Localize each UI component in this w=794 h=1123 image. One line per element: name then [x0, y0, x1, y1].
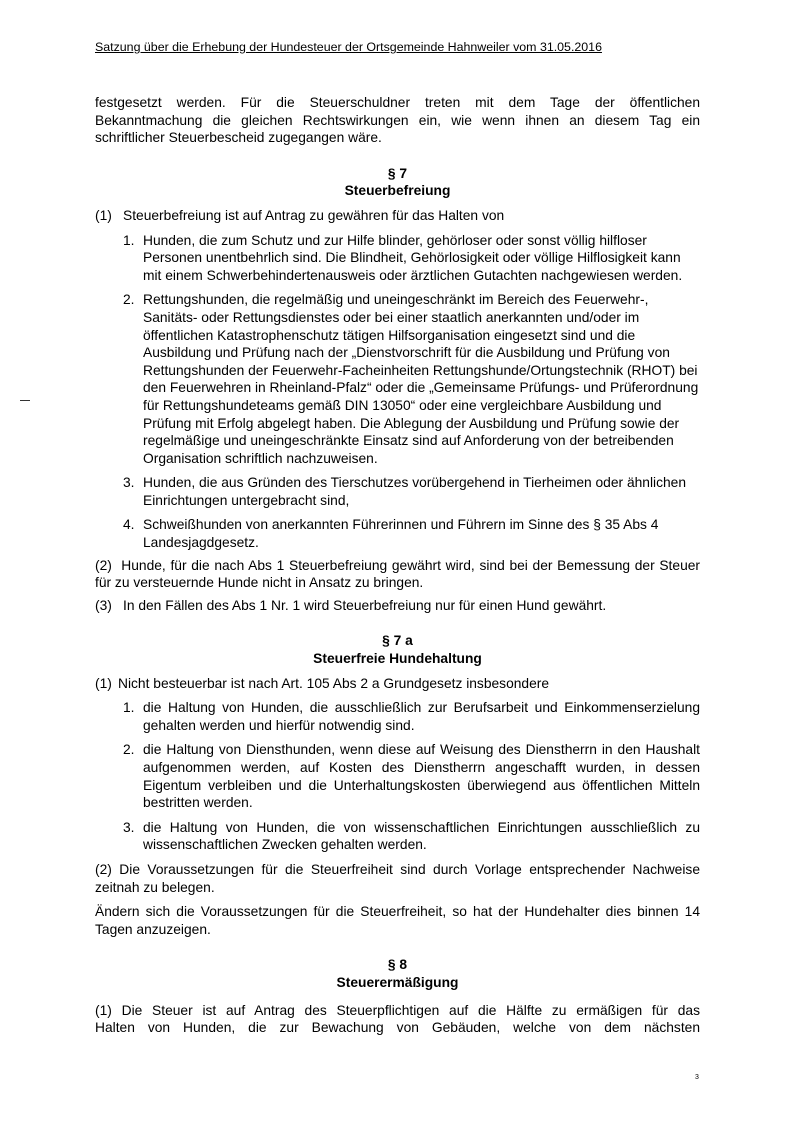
- list-item-text: Hunden, die aus Gründen des Tierschutzes vorübergehend in Tierheimen oder ähnlichen Einrichtungen untergebracht sind,: [143, 475, 687, 508]
- s7a-paragraph-3: Ändern sich die Voraussetzungen für die Steuerfreiheit, so hat der Hundehalter dies binnen 14 Tagen anzuzeigen.: [95, 904, 700, 937]
- s7-paragraph-2: [95, 557, 700, 592]
- list-item-number: 2.: [123, 292, 135, 308]
- list-item: [123, 699, 700, 734]
- paragraph-text: Nicht besteuerbar ist nach Art. 105 Abs 2 a Grundgesetz insbesondere: [118, 675, 550, 691]
- s7a-paragraph-2: (2) Die Voraussetzungen für die Steuerfreiheit sind durch Vorlage entsprechender Nachweise zeitnah zu belegen.: [95, 861, 700, 895]
- list-item: [123, 474, 700, 509]
- section-8-number: § 8: [387, 957, 408, 973]
- list-item: [123, 819, 700, 854]
- margin-mark: [20, 400, 30, 401]
- paragraph-number: (1): [95, 675, 112, 691]
- list-item-number: 1.: [123, 700, 135, 716]
- paragraph-number: (3): [95, 597, 112, 613]
- list-item-text: Rettungshunden, die regelmäßig und uneingeschränkt im Bereich des Feuerwehr-, Sanitäts- oder Rettungsdienstes oder bei einer staatlich anerkannten und/oder im öffentlichen Katastrophenschutz tätigen Hilfsorganisation eingesetzt sind und die Ausbildung und Prüfung nach der „Dienstvorschrift für die Ausbildung und Prüfung von Rettungshunden der Feuerwehr-Facheinheiten Rettungshunde/Ortungstechnik (RHOT) bei den Feuerwehren in Rheinland-Pfalz“ oder die „Gemeinsame Prüfungs- und Prüferordnung für Rettungshundeteams gemäß DIN 13050“ oder eine vergleichbare Ausbildung und Prüfung mit Erfolg abgelegt haben. Die Ablegung der Ausbildung und Prüfung sowie der regelmäßige und uneingeschränkte Einsatz sind auf Anforderung von der betreibenden Organisation schriftlich nachzuweisen.: [143, 292, 699, 466]
- section-8-title: Steuerermäßigung: [336, 974, 459, 990]
- list-item: [123, 741, 700, 811]
- s8-line-1: (1) Die Steuer ist auf Antrag des Steuerpflichtigen auf die Hälfte zu ermäßigen für das: [95, 1002, 700, 1018]
- list-item-text: die Haltung von Hunden, die von wissenschaftlichen Einrichtungen ausschließlich zu wissenschaftlichen Zwecken gehalten werden.: [143, 819, 700, 853]
- section-7a-title: Steuerfreie Hundehaltung: [313, 651, 482, 667]
- page-number: 3: [695, 1074, 699, 1081]
- list-item-text: Schweißhunden von anerkannten Führerinnen und Führern im Sinne des § 35 Abs 4 Landesjagdgesetz.: [143, 517, 659, 551]
- paragraph-number: (1): [95, 207, 112, 223]
- s7-paragraph-1: [95, 207, 700, 225]
- page-header: Satzung über die Erhebung der Hundesteuer der Ortsgemeinde Hahnweiler vom 31.05.2016: [95, 40, 602, 54]
- list-item-number: 1.: [123, 232, 135, 248]
- list-item: [123, 291, 700, 467]
- s7a-item-list: [95, 699, 700, 854]
- s8-line-2: Halten von Hunden, die zur Bewachung von Gebäuden, welche von dem nächsten: [95, 1020, 700, 1036]
- s7-paragraph-3: [95, 597, 700, 615]
- paragraph-text: Steuerbefreiung ist auf Antrag zu gewähren für das Halten von: [123, 207, 505, 223]
- s7-item-list: [95, 232, 700, 552]
- list-item-text: die Haltung von Diensthunden, wenn diese auf Weisung des Dienstherrn in den Haushalt aufgenommen werden, auf Kosten des Dienstherrn angeschafft wurden, in dessen Eigentum verbleiben und die Unterhaltungskosten überwiegend aus öffentlichen Mitteln bestritten werden.: [143, 742, 700, 811]
- section-7-title: Steuerbefreiung: [344, 183, 451, 199]
- s7a-paragraph-1: [95, 675, 700, 693]
- section-7a-number: § 7 a: [382, 633, 413, 649]
- document-body: [95, 94, 700, 1037]
- list-item-number: 3.: [123, 475, 135, 491]
- paragraph-text: Hunde, für die nach Abs 1 Steuerbefreiung gewährt wird, sind bei der Bemessung der Steuer für zu versteuernde Hunde nicht in Ansatz zu bringen.: [95, 557, 701, 591]
- intro-line-1: festgesetzt werden. Für die Steuerschuldner treten mit dem Tage der öffentlichen: [95, 95, 700, 110]
- intro-line-3: schriftlicher Steuerbescheid zugegangen wäre.: [95, 130, 382, 146]
- list-item-number: 2.: [123, 742, 135, 758]
- list-item-text: Hunden, die zum Schutz und zur Hilfe blinder, gehörloser oder sonst völlig hilfloser Personen unentbehrlich sind. Die Blindheit, Gehörlosigkeit oder völlige Hilflosigkeit kann mit einem Schwerbehindertenausweis oder ärztlichen Gutachten nachgewiesen werden.: [143, 232, 683, 283]
- list-item-number: 3.: [123, 819, 135, 835]
- list-item: [123, 516, 700, 551]
- list-item-number: 4.: [123, 517, 135, 533]
- intro-line-2: Bekanntmachung die gleichen Rechtswirkungen ein, wie wenn ihnen an diesem Tag ein: [95, 112, 700, 128]
- section-7-number: § 7: [387, 165, 408, 181]
- paragraph-text: In den Fällen des Abs 1 Nr. 1 wird Steuerbefreiung nur für einen Hund gewährt.: [123, 597, 607, 613]
- paragraph-number: (2): [95, 557, 112, 573]
- list-item: [123, 232, 700, 285]
- list-item-text: die Haltung von Hunden, die ausschließlich zur Berufsarbeit und Einkommenserzielung gehalten werden und hierfür notwendig sind.: [143, 700, 700, 733]
